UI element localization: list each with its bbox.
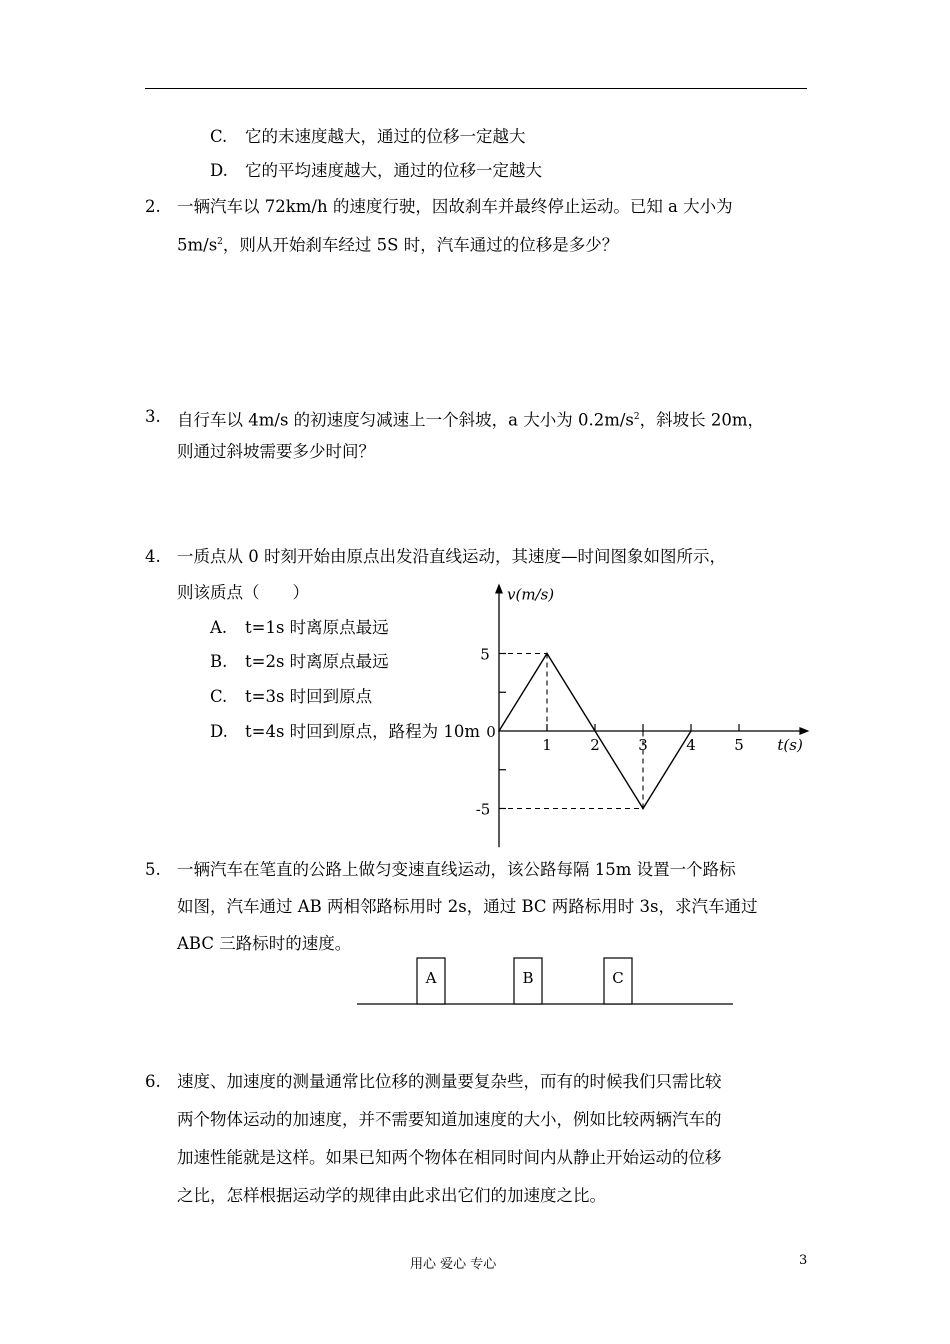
page-number: 3 — [799, 1253, 808, 1268]
q6-line4: 之比，怎样根据运动学的规律由此求出它们的加速度之比。 — [177, 1186, 606, 1205]
q1-option-c-text: 它的末速度越大，通过的位移一定越大 — [245, 127, 526, 146]
q1-option-d-label: D. — [210, 161, 228, 180]
data-point — [642, 808, 644, 810]
q4-line2: 则该质点（ ） — [177, 583, 309, 602]
y-tick-label: 5 — [480, 645, 490, 664]
data-point — [594, 730, 596, 732]
velocity-time-chart — [470, 578, 810, 850]
q4-option-a-text: t=1s 时离原点最远 — [245, 618, 389, 637]
q6-number: 6. — [145, 1072, 161, 1091]
x-tick-label: 3 — [638, 736, 648, 754]
q3-line1: 自行车以 4m/s 的初速度匀减速上一个斜坡，a 大小为 $0.2m/s^2$，斜坡长 20m， — [177, 410, 765, 430]
q3-number: 3. — [145, 407, 161, 426]
q1-option-c-label: C. — [210, 127, 228, 146]
sign-a-label: A — [425, 969, 437, 987]
x-tick-label: 1 — [542, 736, 552, 754]
q4-option-b-text: t=2s 时离原点最远 — [245, 652, 389, 671]
y-axis-arrow — [495, 584, 503, 594]
sign-b-label: B — [522, 969, 534, 987]
y-tick-label: -5 — [475, 800, 491, 819]
data-point — [546, 653, 548, 655]
x-tick-label: 5 — [734, 736, 744, 754]
data-point — [498, 730, 500, 732]
q5-number: 5. — [145, 860, 161, 879]
q3-line2: 则通过斜坡需要多少时间？ — [177, 442, 375, 461]
q4-option-a-label: A. — [210, 618, 228, 637]
road-signs-diagram — [355, 955, 740, 1010]
q2-line1: 一辆汽车以 72km/h 的速度行驶，因故刹车并最终停止运动。已知 a 大小为 — [177, 197, 733, 216]
q4-line1: 一质点从 0 时刻开始由原点出发沿直线运动，其速度—时间图象如图所示， — [177, 547, 726, 566]
x-tick-label: 2 — [590, 736, 600, 754]
q6-line2: 两个物体运动的加速度，并不需要知道加速度的大小，例如比较两辆汽车的 — [177, 1110, 722, 1129]
q2-number: 2. — [145, 197, 161, 216]
q4-number: 4. — [145, 547, 161, 566]
q5-line3: ABC 三路标时的速度。 — [177, 934, 352, 953]
q4-option-c-label: C. — [210, 687, 228, 706]
q2-line2: $5m/s^2$，则从开始刹车经过 5S 时，汽车通过的位移是多少？ — [177, 235, 619, 255]
q6-line1: 速度、加速度的测量通常比位移的测量要复杂些，而有的时候我们只需比较 — [177, 1072, 722, 1091]
x-axis-arrow — [799, 727, 809, 735]
q5-line1: 一辆汽车在笔直的公路上做匀变速直线运动，该公路每隔 15m 设置一个路标 — [177, 860, 736, 879]
q4-option-b-label: B. — [210, 652, 228, 671]
data-point — [690, 730, 692, 732]
q4-option-d-text: t=4s 时回到原点，路程为 10m — [245, 722, 481, 741]
x-tick-label: 4 — [686, 736, 696, 754]
footer-motto: 用心 爱心 专心 — [410, 1257, 497, 1272]
q1-option-d-text: 它的平均速度越大，通过的位移一定越大 — [245, 161, 542, 180]
q4-option-c-text: t=3s 时回到原点 — [245, 687, 373, 706]
header-rule — [145, 88, 807, 89]
q5-line2: 如图，汽车通过 AB 两相邻路标用时 2s，通过 BC 两路标用时 3s，求汽车通过 — [177, 897, 758, 916]
sign-c-label: C — [612, 969, 624, 987]
x-axis-label: t(s) — [777, 736, 803, 754]
q6-line3: 加速性能就是这样。如果已知两个物体在相同时间内从静止开始运动的位移 — [177, 1148, 722, 1167]
y-axis-label: v(m/s) — [507, 585, 555, 604]
origin-label: 0 — [486, 723, 496, 741]
q4-option-d-label: D. — [210, 722, 228, 741]
